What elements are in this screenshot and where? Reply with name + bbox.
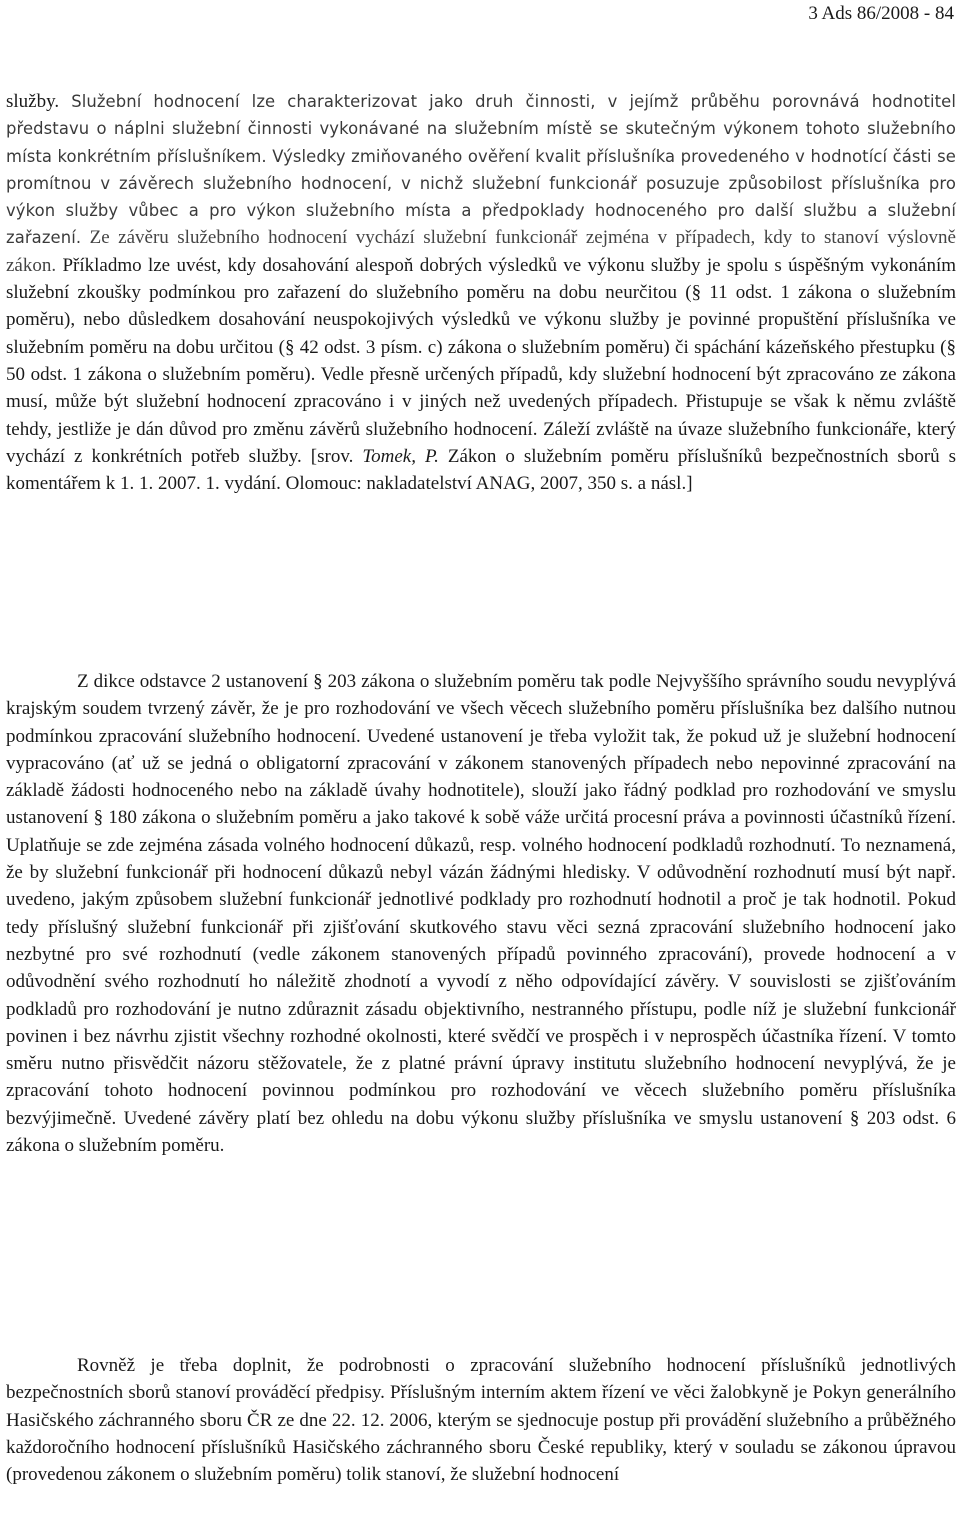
paragraph-2-text: Z dikce odstavce 2 ustanovení § 203 zákona o služebním poměru tak podle Nejvyššího správního soudu nevyplývá krajským soudem tvrzený závěr, že je pro rozhodování ve všech věcech služebního poměru příslušníka bez dalšího nutnou podmínkou zpracování služebního hodnocení. Uvedené ustanovení je třeba vyložit tak, že pokud už je služební hodnocení vypracováno (ať už se jedná o obligatorní zpracování v zákonem stanovených případech nebo nepovinné zpracování na základě žádosti hodnoceného nebo na základě úvahy hodnotitele), slouží jako řádný podklad pro rozhodování ve smyslu ustanovení § 180 zákona o služebním poměru a jako takové k sobě váže určitá procesní práva a povinnosti účastníků řízení. Uplatňuje se zde zejména zásada volného hodnocení důkazů, resp. volného hodnocení podkladů rozhodnutí. To neznamená, že by služební funkcionář při hodnocení důkazů nebyl vázán žádnými hledisky. V odůvodnění rozhodnutí musí být např. uvedeno, jakým způsobem služební funkcionář jednotlivé podklady pro rozhodnutí hodnotil a proč je tak hodnotil. Pokud tedy příslušný služební funkcionář při zjišťování skutkového stavu věci sezná zpracování služebního hodnocení jako nezbytné pro své rozhodnutí (vedle zákonem stanovených případů povinného zpracování), provede hodnocení a v odůvodnění svého rozhodnutí ho náležitě zhodnotí a vyvodí z něho odpovídající závěry. V souvislosti se zjišťováním podkladů pro rozhodování je nutno zdůraznit zásadu objektivního, nestranného přístupu, podle níž je služební funkcionář povinen i bez návrhu zjistit všechny rozhodné okolnosti, které svědčí ve prospěch i v neprospěch účastníka řízení. V tomto směru nutno přisvědčit názoru stěžovatele, že z platné právní úpravy institutu služebního hodnocení nevyplývá, že je zpracování tohoto hodnocení povinnou podmínkou pro rozhodování ve věcech služebního poměru příslušníka bezvýjimečně. Uvedené závěry platí bez ohledu na dobu výkonu služby příslušníka ve smyslu ustanovení § 203 odst. 6 zákona o služebním poměru.	[6, 671, 956, 1157]
paragraph-1	[6, 88, 956, 497]
paragraph-1-author: Tomek, P.	[362, 445, 439, 467]
paragraph-1-citation: Zákon o služebním poměru příslušníků bezpečnostních sborů s komentářem k 1. 1. 2007. 1. vydání. Olomouc: nakladatelství ANAG, 2007, 350 s. a násl.]	[6, 445, 957, 495]
paragraph-1-sans-text: Služební hodnocení lze charakterizovat jako druh činnosti, v jejímž průběhu porovnává hodnotitel představu o náplni služební činnosti vykonávané na služebním místě se skutečným výkonem tohoto služebního místa konkrétním příslušníkem. Výsledky zmiňovaného ověření kvalit příslušníka provedeného v hodnotící části se promítnou v závěrech služebního hodnocení, v nichž služební funkcionář posuzuje způsobilost příslušníka pro výkon služby vůbec a pro výkon služebního místa a předpoklady hodnoceného pro další službu a služební zařazení.	[6, 92, 956, 248]
paragraph-2	[6, 668, 956, 1159]
paragraph-1-sentence: Ze závěru služebního hodnocení vychází služební funkcionář zejména v případech, kdy to stanoví výslovně zákon.	[6, 227, 956, 276]
paragraph-3	[6, 1352, 956, 1488]
paragraph-1-lead: služby.	[6, 91, 60, 112]
page-number: 3 Ads 86/2008 - 84	[808, 3, 954, 24]
paragraph-1-text	[6, 88, 956, 497]
paragraph-1-body: Příkladmo lze uvést, kdy dosahování alespoň dobrých výsledků ve výkonu služby je spolu s úspěšným vykonáním služební zkoušky podmínkou pro zařazení do služebního poměru na dobu neurčitou (§ 11 odst. 1 zákona o služebním poměru), nebo důsledkem dosahování neuspokojivých výsledků ve výkonu služby je povinné propuštění příslušníka ve služebním poměru na dobu určitou (§ 42 odst. 3 písm. c) zákona o služebním poměru) či spáchání kázeňského přestupku (§ 50 odst. 1 zákona o služebním poměru). Vedle přesně určených případů, kdy služební hodnocení být zpracováno ze zákona musí, může být služební hodnocení zpracováno i v jiných než uvedených případech. Přistupuje se však k němu zvláště tehdy, jestliže je dán důvod pro změnu závěrů služebního hodnocení. Záleží zvláště na úvaze služebního funkcionáře, který vychází z konkrétních potřeb služby. [srov.	[6, 254, 956, 467]
paragraph-3-text: Rovněž je třeba doplnit, že podrobnosti o zpracování služebního hodnocení příslušníků jednotlivých bezpečnostních sborů stanoví prováděcí předpisy. Příslušným interním aktem řízení ve věci žalobkyně je Pokyn generálního Hasičského záchranného sboru ČR ze dne 22. 12. 2006, kterým se sjednocuje postup při provádění služebního a průběžného každoročního hodnocení příslušníků Hasičského záchranného sboru České republiky, který v souladu se zákonou úpravou (provedenou zákonem o služebním poměru) tolik stanoví, že služební hodnocení	[6, 1355, 956, 1486]
